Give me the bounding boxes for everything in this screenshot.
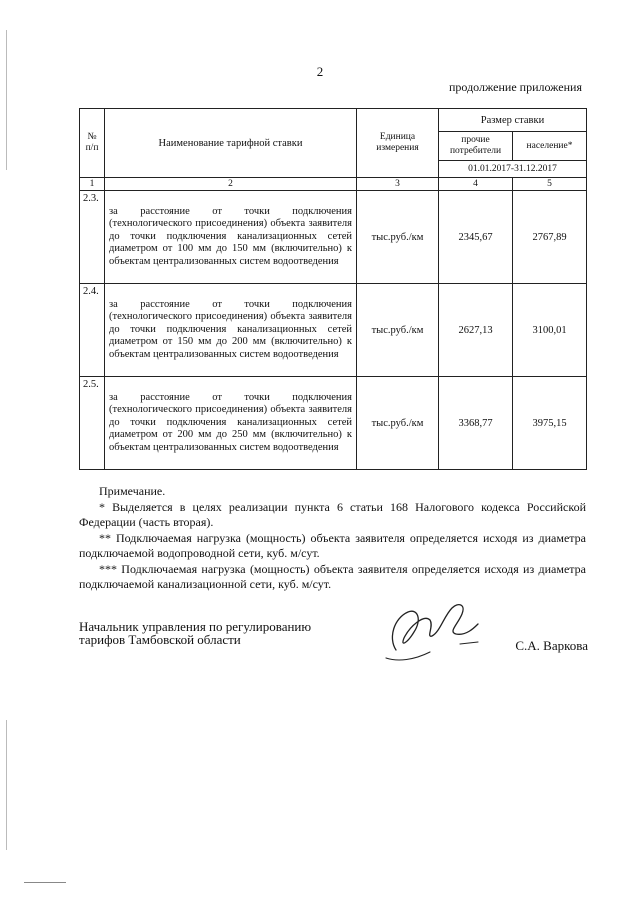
tariff-table: [79, 108, 587, 470]
row-population-value: 3975,15: [513, 377, 587, 470]
column-number: 4: [439, 178, 513, 191]
column-number: 1: [80, 178, 105, 191]
row-name: за расстояние от точки подключения (технологического присоединения) объекта заявителя до точки подключения канализационных сетей диаметром от 150 мм до 200 мм (включительно) к объектам централизованных систем водоотведения: [105, 284, 357, 377]
scan-margin-mark: [6, 30, 7, 170]
row-name: за расстояние от точки подключения (технологического присоединения) объекта заявителя до точки подключения канализационных сетей диаметром от 200 мм до 250 мм (включительно) к объектам централизованных систем водоотведения: [105, 377, 357, 470]
scan-margin-mark: [6, 720, 7, 850]
signatory-title-line: Начальник управления по регулированию: [79, 619, 312, 634]
page-number: 2: [316, 64, 324, 79]
notes-title: Примечание.: [99, 484, 166, 498]
signatory-title: [79, 620, 311, 646]
row-population-value: 3100,01: [513, 284, 587, 377]
row-other-value: 2627,13: [439, 284, 513, 377]
signatory-name: С.А. Варкова: [515, 638, 588, 653]
row-number: 2.5.: [80, 377, 105, 470]
row-number: 2.3.: [80, 191, 105, 284]
table-row: [80, 377, 587, 470]
row-number: 2.4.: [80, 284, 105, 377]
signatory-title-line: тарифов Тамбовской области: [79, 632, 241, 647]
column-number: 2: [105, 178, 357, 191]
column-number: 3: [357, 178, 439, 191]
row-population-value: 2767,89: [513, 191, 587, 284]
continuation-label: продолжение приложения: [449, 80, 582, 94]
header-name: Наименование тарифной ставки: [105, 109, 357, 178]
notes-section: [79, 484, 586, 593]
handwritten-signature: [378, 598, 498, 668]
note-item: * Выделяется в целях реализации пункта 6 статьи 168 Налогового кодекса Российской Федерации (часть вторая).: [79, 499, 586, 529]
header-num: № п/п: [80, 109, 105, 178]
row-unit: тыс.руб./км: [357, 191, 439, 284]
note-item: ** Подключаемая нагрузка (мощность) объекта заявителя определяется исходя из диаметра подключаемой водопроводной сети, куб. м/сут.: [79, 530, 586, 560]
header-other-consumers: прочие потребители: [439, 132, 513, 161]
row-unit: тыс.руб./км: [357, 284, 439, 377]
row-unit: тыс.руб./км: [357, 377, 439, 470]
table-row: [80, 284, 587, 377]
footer-rule: [24, 882, 66, 883]
header-unit: Единица измерения: [357, 109, 439, 178]
note-item: *** Подключаемая нагрузка (мощность) объекта заявителя определяется исходя из диаметра подключаемой канализационной сети, куб. м/сут.: [79, 561, 586, 591]
row-name: за расстояние от точки подключения (технологического присоединения) объекта заявителя до точки подключения канализационных сетей диаметром от 100 мм до 150 мм (включительно) к объектам централизованных систем водоотведения: [105, 191, 357, 284]
column-number: 5: [513, 178, 587, 191]
table-row: [80, 191, 587, 284]
header-rate: Размер ставки: [439, 109, 587, 132]
row-other-value: 3368,77: [439, 377, 513, 470]
header-period: 01.01.2017-31.12.2017: [439, 161, 587, 178]
header-population: население*: [513, 132, 587, 161]
row-other-value: 2345,67: [439, 191, 513, 284]
